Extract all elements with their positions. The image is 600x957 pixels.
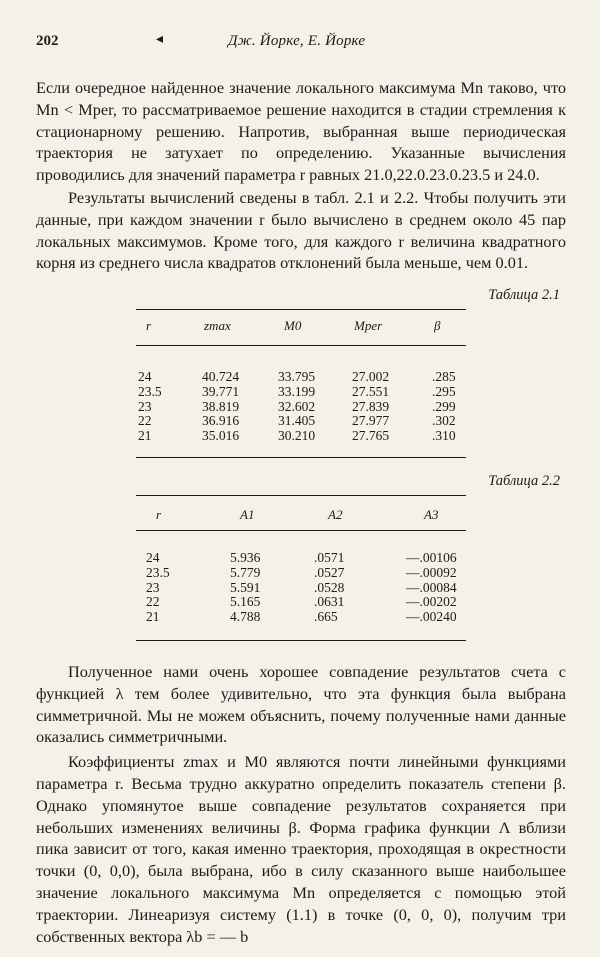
table-cell: 23.5 — [146, 564, 170, 580]
table-cell: —.00106 — [406, 550, 457, 565]
table-cell: —.00084 — [406, 579, 457, 595]
table-cell: 39.771 — [202, 383, 240, 399]
table-cell: —.00202 — [406, 594, 457, 610]
table-1 — [138, 370, 456, 444]
table-cell: 21 — [138, 428, 152, 444]
table-cell: .665 — [314, 609, 338, 625]
table-row — [146, 566, 457, 581]
table-cell: —.00240 — [406, 609, 457, 625]
table-cell: 36.916 — [202, 413, 240, 429]
table-cell: .0528 — [314, 579, 345, 595]
table-cell: 33.795 — [278, 369, 316, 384]
table-cell: 5.165 — [230, 594, 261, 610]
paragraph-2 — [36, 187, 566, 274]
table-cell: 23.5 — [138, 383, 162, 399]
table-row — [138, 429, 456, 444]
table-2-bottom-rule — [136, 640, 466, 641]
table-cell: 31.405 — [278, 413, 316, 429]
table-1-header-cell: zmax — [204, 318, 231, 333]
table-cell: 4.788 — [230, 609, 261, 625]
table-cell: .310 — [432, 428, 456, 444]
table-cell: .0631 — [314, 594, 345, 610]
table-cell: 22 — [138, 413, 152, 429]
table-cell: 40.724 — [202, 369, 240, 384]
pencil-mark-icon: ◂ — [156, 32, 164, 47]
table-cell: 21 — [146, 609, 160, 625]
table-cell: .295 — [432, 383, 456, 399]
running-title: Дж. Йорке, Е. Йорке — [228, 33, 366, 49]
table-1-caption: Таблица 2.1 — [488, 287, 560, 303]
table-row — [146, 595, 457, 610]
table-cell: 23 — [138, 398, 152, 414]
table-cell: 27.765 — [352, 428, 390, 444]
paragraph-2-text: Результаты вычислений сведены в табл. 2.1 и 2.2. Чтобы получить эти данные, при каждом значении r было вычислено в среднем около 45 пар локальных максимумов. Кроме того, для каждого r величина квадратного корня из среднего числа квадратов отклонений была меньше, чем 0.01. — [36, 188, 566, 273]
table-cell: .299 — [432, 398, 456, 414]
paragraph-4-text: Коэффициенты zmax и M0 являются почти линейными функциями параметра r. Весьма трудно аккуратно определить показатель степени β. Однако упомянутое выше совпадение результатов сохраняется при небольших изменениях величины β. Форма графика функции Λ вблизи пика зависит от того, какая именно траектория, проходящая в окрестности точки (0, 0,0), была выбрана, ибо в силу сказанного выше наибольшее значение локального максимума Mn определяется с помощью этой траектории. Линеаризуя систему (1.1) в точке (0, 0, 0), получим три собственных вектора λb = — b — [36, 752, 566, 946]
table-2-header — [156, 508, 438, 523]
paragraph-3-4 — [36, 661, 566, 947]
table-2 — [146, 551, 457, 625]
table-cell: 35.016 — [202, 428, 240, 444]
table-2-header-rule — [136, 530, 466, 531]
table-2-header-cell: r — [156, 507, 162, 522]
table-row — [138, 400, 456, 415]
table-cell: .0527 — [314, 564, 345, 580]
table-cell: 24 — [138, 369, 152, 384]
table-1-header-rule — [136, 345, 466, 346]
paragraph-1-text: Если очередное найденное значение локального максимума Mn таково, что Mn < Mper, то рассматриваемое решение находится в стадии стремления к стационарному решению. Напротив, выбранная выше периодическая траектория не затухает по определению. Указанные вычисления проводились для значений параметра r равных 21.0,22.0.23.0.23.5 и 24.0. — [36, 78, 566, 185]
paragraph-3-text: Полученное нами очень хорошее совпадение результатов счета с функцией λ тем более удивительно, что эта функция была выбрана симметричной. Мы не можем объяснить, почему полученные нами данные оказались симметричными. — [36, 662, 566, 747]
table-1-top-rule — [136, 309, 466, 310]
table-1-header-cell: r — [146, 318, 152, 333]
table-cell: 22 — [146, 594, 160, 610]
table-cell: 5.779 — [230, 564, 261, 580]
table-cell: 27.002 — [352, 369, 390, 384]
table-1-header — [146, 319, 440, 334]
table-cell: 33.199 — [278, 383, 316, 399]
table-cell: 30.210 — [278, 428, 316, 444]
table-cell: 23 — [146, 579, 160, 595]
table-cell: 24 — [146, 550, 160, 565]
table-1-bottom-rule — [136, 457, 466, 458]
table-cell: 27.551 — [352, 383, 390, 399]
table-cell: .0571 — [314, 550, 345, 565]
table-row — [138, 385, 456, 400]
table-cell: 27.977 — [352, 413, 390, 429]
table-row — [138, 370, 456, 385]
table-cell: 27.839 — [352, 398, 390, 414]
paragraph-1 — [36, 77, 566, 186]
table-cell: .285 — [432, 369, 456, 384]
table-2-header-cell: A3 — [424, 507, 439, 522]
table-cell: 32.602 — [278, 398, 316, 414]
table-cell: 5.591 — [230, 579, 261, 595]
page-number: 202 — [36, 33, 59, 49]
table-row — [146, 551, 457, 566]
table-cell: —.00092 — [406, 564, 457, 580]
table-row — [146, 610, 457, 625]
table-1-header-cell: β — [434, 318, 441, 333]
table-2-top-rule — [136, 495, 466, 496]
table-2-caption: Таблица 2.2 — [488, 473, 560, 489]
table-row — [138, 414, 456, 429]
table-2-header-cell: A1 — [240, 507, 255, 522]
table-1-header-cell: Mper — [354, 318, 383, 333]
table-2-header-cell: A2 — [328, 507, 343, 522]
table-1-header-cell: M0 — [284, 318, 302, 333]
table-row — [146, 581, 457, 596]
table-cell: 38.819 — [202, 398, 240, 414]
table-cell: 5.936 — [230, 550, 261, 565]
table-cell: .302 — [432, 413, 456, 429]
